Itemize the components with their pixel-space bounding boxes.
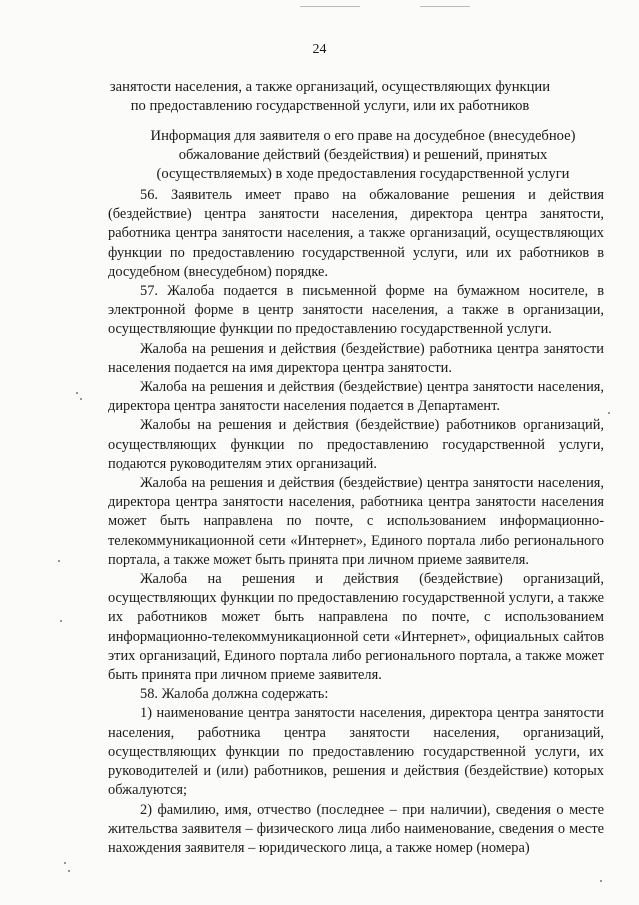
paragraph-58: 58. Жалоба должна содержать: [140,686,329,703]
scan-speck [60,620,62,622]
section-title-line-1: Информация для заявителя о его праве на досудебное (внесудебное) [150,128,576,144]
paragraph-57: 57. Жалоба подается в письменной форме на бумажном носителе, в электронной форме в центр занятости населения, а также в организации, осуществляющие функции по предоставлению государственной услуги. [108,283,604,338]
scan-speck [58,560,60,562]
scan-speck [80,398,82,400]
scan-edge-mark [300,6,360,7]
section-title-line-3: (осуществляемых) в ходе предоставления государственной услуги [156,166,570,182]
paragraph-56: 56. Заявитель имеет право на обжалование решения и действия (бездействие) центра занятости населения, директора центра занятости, работника центра занятости населения, а также организаций, осуществляющих функции по предоставлению государственной услуги, или их работников в досудебном (внесудебном) порядке. [108,187,604,280]
list-item-1: 1) наименование центра занятости населения, директора центра занятости населения, работника центра занятости населения, организаций, осуществляющих функции по предоставлению государственной услуги, их руководителей и (или) работников, решения и действия (бездействие) которых обжалуются; [108,705,604,799]
header-line-1: занятости населения, а также организаций, осуществляющих функции [109,79,551,95]
header-line-2: по предоставлению государственной услуги, или их работников [130,98,530,114]
scan-speck [76,392,78,394]
section-title-line-2: обжалование действий (бездействия) и решений, принятых [178,147,548,163]
scan-speck [600,880,602,882]
paragraph: Жалобы на решения и действия (бездействие) работников организаций, осуществляющих функции по предоставлению государственной услуги, подаются руководителям этих организаций. [108,417,604,472]
scan-speck [68,870,70,872]
paragraph: Жалоба на решения и действия (бездействие) работника центра занятости населения подается на имя директора центра занятости. [108,340,604,376]
scan-speck [608,412,610,414]
paragraph: Жалоба на решения и действия (бездействие) организаций, осуществляющих функции по предоставлению государственной услуги, а также их работников может быть направлена по почте, с использованием информационно-телекоммуникационной сети «Интернет», официальных сайтов этих организаций, Единого портала либо регионального портала, а также может быть принята при личном приеме заявителя. [108,571,604,684]
scan-edge-mark [420,6,470,7]
page-number: 24 [312,42,327,57]
paragraph: Жалоба на решения и действия (бездействие) центра занятости населения, директора центра занятости населения, работника центра занятости населения может быть направлена по почте, с использованием информационно-телекоммуникационной сети «Интернет», Единого портала либо регионального портала, а также может быть принята при личном приеме заявителя. [108,475,604,568]
paragraph: Жалоба на решения и действия (бездействие) центра занятости населения, директора центра занятости населения подается в Департамент. [108,379,604,415]
scan-speck [64,862,66,864]
list-item-2: 2) фамилию, имя, отчество (последнее – при наличии), сведения о месте жительства заявителя – физического лица либо наименование, сведения о месте нахождения заявителя – юридического лица, а также номер (номера) [108,801,604,856]
document-body [108,186,604,858]
